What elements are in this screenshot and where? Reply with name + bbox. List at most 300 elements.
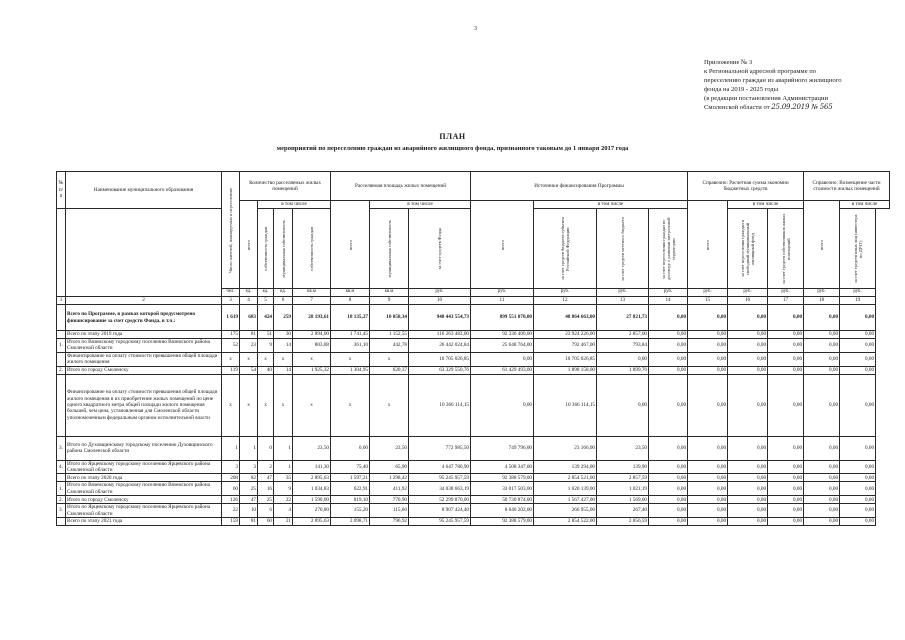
table-cell: 0,00 [768,482,804,496]
table-cell: 792 467,00 [534,339,597,353]
table-cell: 267,40 [597,504,649,518]
header-rooms-incl: в том числе [258,201,331,209]
table-cell: 65,90 [370,460,409,474]
table-cell: 1 152,55 [370,331,409,339]
table-cell: 1 298,42 [370,474,409,482]
table-cell: 10 366 114,15 [534,374,597,436]
table-cell: 10 366 114,15 [409,374,471,436]
table-cell: 0,00 [768,339,804,353]
table-cell: 26 442 024,84 [409,339,471,353]
table-cell: 0,00 [840,460,876,474]
table-cell: x [274,352,293,366]
table-cell: 25 [240,482,258,496]
table-cell: 2 857,00 [597,331,649,339]
unit-cell: ед. [240,289,258,297]
unit-cell: руб. [804,289,840,297]
table-cell: 0 [258,436,274,460]
table-cell: 0,00 [768,436,804,460]
row-number [57,352,66,366]
table-cell: 27 821,73 [597,305,649,331]
table-cell: 0,00 [768,518,804,526]
appendix-header [704,58,904,112]
table-cell: 0,00 [768,504,804,518]
unit-cell: ед. [258,289,274,297]
row-number: 2. [57,496,66,504]
table-cell: 0,00 [804,504,840,518]
row-number: 3. [57,504,66,518]
header-reimb-other-text: за счет средств иных лиц (инвестора по ДРЗТ) [852,214,863,283]
header-reimb-incl: в том числе [840,201,890,209]
header-region-budget [534,209,597,289]
header-region-budget-text: за счет средств бюджета субъекта Российской Федерации [560,217,571,280]
table-cell: 25 [258,496,274,504]
table-cell: 155,20 [331,504,370,518]
header-area-private-text: собственность граждан [309,226,314,271]
table-cell: 0,00 [840,504,876,518]
table-cell: 0,00 [688,460,728,474]
table-cell: 424 [258,305,274,331]
table-cell: 0,00 [768,331,804,339]
table-cell: 0,00 [728,518,768,526]
table-cell: 23 [240,339,258,353]
table-cell: 23,50 [293,436,331,460]
table-cell: 0,00 [840,374,876,436]
unit-cell: ед. [274,289,293,297]
table-cell: 0,00 [768,374,804,436]
row-name: Всего по этапу 2021 года [66,518,222,526]
table-row [57,504,890,518]
table-cell: 0,00 [840,474,876,482]
table-cell: 2 895,63 [293,474,331,482]
header-savings-other [728,209,768,289]
column-index-cell: 4 [240,297,258,305]
table-cell: 0,00 [804,460,840,474]
table-cell: 0,00 [331,436,370,460]
unit-cell: чел. [222,289,240,297]
unit-cell: руб. [409,289,471,297]
row-name: Итого по Вяземскому городскому поселению Вяземского района Смоленской области [66,339,222,353]
table-cell: 0,00 [688,482,728,496]
table-cell: 52 299 870,00 [409,496,471,504]
table-cell: 2 894,00 [293,331,331,339]
table-cell: x [370,374,409,436]
table-cell: 0,00 [688,374,728,436]
table-cell: 1 034,83 [293,482,331,496]
table-cell: 0,00 [768,460,804,474]
table-cell: 10 705 026,85 [409,352,471,366]
table-cell: 0,00 [804,331,840,339]
table-cell: x [240,352,258,366]
table-cell: 175 [222,331,240,339]
appendix-line: (в редакции постановления Администрации [704,95,828,102]
table-cell: 0,00 [471,352,534,366]
row-number [57,374,66,436]
table-cell: 1 925,32 [293,366,331,374]
table-cell: 1 [274,436,293,460]
appendix-line: к Региональной адресной программе по [704,68,817,75]
table-cell: 0,00 [768,496,804,504]
table-cell: 1 899,76 [597,366,649,374]
table-cell: 1 619 [222,305,240,331]
table-cell: 33 017 503,00 [471,482,534,496]
table-cell: 0,00 [804,436,840,460]
row-name: Всего по этапу 2019 года [66,331,222,339]
table-cell: 270,80 [293,504,331,518]
table-cell: 0,00 [840,339,876,353]
table-cell: 0,00 [597,374,649,436]
handwritten-date: 25.09.2019 № 565 [771,103,833,111]
row-number: 1. [57,339,66,353]
table-cell: 92 388 579,00 [471,474,534,482]
table-cell: 0,00 [768,366,804,374]
table-cell: 2 895,63 [293,518,331,526]
header-local-budget-text: за счет средств местного бюджета [620,216,626,281]
table-cell: 0,00 [649,339,688,353]
table-cell: 50 730 874,00 [471,496,534,504]
unit-cell: руб. [840,289,876,297]
table-cell: x [222,374,240,436]
plan-table-body [57,305,890,526]
header-savings-resettle-text: за счет переселения граждан по договору о развитии застроенной территории [660,217,676,280]
table-cell: 0,00 [688,352,728,366]
column-index-cell: 19 [840,297,876,305]
table-cell: 0,00 [728,436,768,460]
row-name: Всего по Программе, в рамках которой предусмотрено финансирование за счет средств Фонда, в т.ч.: [66,305,222,331]
table-cell: 116 263 483,00 [409,331,471,339]
table-cell: 23,50 [597,436,649,460]
header-residents-text: Число жителей, планируемых к переселению [228,187,233,273]
header-num-blank [57,209,66,297]
table-cell: 0,00 [728,339,768,353]
table-cell: 0,00 [597,352,649,366]
table-cell: 10 705 026,85 [534,352,597,366]
table-cell: 0,00 [840,436,876,460]
header-reimb-total-text: всего [819,239,825,250]
table-cell: 139 294,00 [534,460,597,474]
row-number: 1. [57,482,66,496]
table-cell: 683 [240,305,258,331]
table-cell: x [274,374,293,436]
table-cell: 0,00 [471,374,534,436]
column-index-row [57,297,890,305]
column-index-cell: 1 [57,297,66,305]
appendix-line [704,103,904,112]
table-cell: 948 443 554,73 [409,305,471,331]
header-savings-total-text: всего [705,239,711,250]
table-cell: 10 058,34 [370,305,409,331]
table-cell: 119 [222,366,240,374]
table-row [57,374,890,436]
table-cell: 0,00 [768,305,804,331]
table-cell: 81 [240,518,258,526]
row-name: Финансирование на оплату стоимости превышения общей площади жилого помещения [66,352,222,366]
table-cell: 0,00 [688,474,728,482]
table-cell: 0,00 [688,496,728,504]
header-area-municipal-text: муниципальная собственность [386,219,392,278]
table-cell: x [258,374,274,436]
unit-cell: руб. [534,289,597,297]
table-cell: 0,00 [728,496,768,504]
table-cell: 0,00 [728,374,768,436]
table-cell: 0,00 [688,339,728,353]
document-title: ПЛАН [439,132,466,141]
table-cell: 28 193,61 [293,305,331,331]
table-cell: 75,40 [331,460,370,474]
header-reimb-owner [768,209,804,289]
column-index-cell: 2 [66,297,222,305]
table-cell: 0,00 [840,352,876,366]
table-cell: 259 [274,305,293,331]
header-finance-total [471,201,534,289]
table-cell: 0,00 [804,366,840,374]
row-name: Итого по городу Смоленску [66,496,222,504]
header-area-total [331,201,370,289]
table-row [57,352,890,366]
row-name: Итого по Ярцевскому городскому поселению Ярцевского района Смоленской области [66,460,222,474]
header-area-private [293,209,331,289]
row-number [57,331,66,339]
table-cell: 8 640 202,00 [471,504,534,518]
table-cell: 23 924 226,00 [534,331,597,339]
table-cell: 0,00 [804,518,840,526]
table-cell: 0,00 [649,352,688,366]
table-cell: 442,78 [370,339,409,353]
table-cell: 23 166,00 [534,436,597,460]
header-fund [409,209,471,289]
header-rooms-total [240,201,258,289]
table-cell: 0,00 [728,352,768,366]
table-cell: 0,00 [840,518,876,526]
table-cell: 0,00 [840,496,876,504]
table-cell: 411,92 [370,482,409,496]
table-cell: 0,00 [649,366,688,374]
table-row [57,436,890,460]
table-cell: 0,00 [804,305,840,331]
table-cell: 0,00 [688,518,728,526]
column-index-cell: 17 [768,297,804,305]
table-cell: 4 [274,504,293,518]
table-cell: 3 [222,460,240,474]
table-row [57,460,890,474]
table-cell: 23,50 [370,436,409,460]
table-cell: 0,00 [804,352,840,366]
table-cell: 1 597,21 [331,474,370,482]
row-name: Итого по Вяземскому городскому поселению Вяземского района Смоленской области [66,482,222,496]
table-cell: 159 [222,518,240,526]
table-cell: 1 [274,460,293,474]
table-cell: x [370,352,409,366]
table-cell: 22 [274,496,293,504]
table-cell: 2 856,59 [597,518,649,526]
column-index-cell: 7 [293,297,331,305]
column-index-cell: 18 [804,297,840,305]
table-cell: 0,00 [840,305,876,331]
column-index-cell: 6 [274,297,293,305]
table-cell: 266 955,00 [534,504,597,518]
table-cell: 47 [240,496,258,504]
row-number: 2. [57,366,66,374]
table-cell: 115,60 [370,504,409,518]
row-number [57,305,66,331]
header-savings-incl: в том числе [728,201,804,209]
table-cell: 9 [274,482,293,496]
table-cell: 21 [274,518,293,526]
table-cell: 1 021,19 [597,482,649,496]
appendix-line: фонда на 2019 - 2025 годы [704,86,779,93]
table-row [57,474,890,482]
row-number: 3. [57,436,66,460]
table-cell: 2 [258,460,274,474]
header-local-budget [597,209,649,289]
table-cell: 1 590,00 [293,496,331,504]
column-index-cell: 11 [471,297,534,305]
table-cell: 60 [258,518,274,526]
document-subtitle: мероприятий по переселению граждан из аварийного жилищного фонда, признанного таковым до 1 января 2017 года [276,145,629,152]
appendix-line-prefix: Смоленской области от [704,104,770,111]
table-cell: 0,00 [840,482,876,496]
table-cell: 0,00 [804,474,840,482]
header-reimb-other [840,209,876,289]
row-name: Итого по городу Смоленску [66,366,222,374]
table-cell: 819,10 [331,496,370,504]
header-name-blank [66,209,222,297]
table-cell: 63 329 550,76 [409,366,471,374]
table-row [57,331,890,339]
table-cell: 0,00 [688,436,728,460]
table-cell: 14 [274,366,293,374]
table-cell: 1 304,95 [331,366,370,374]
column-index-cell: 14 [649,297,688,305]
table-cell: 0,00 [688,305,728,331]
column-index-cell: 8 [331,297,370,305]
table-cell: 60 [222,482,240,496]
table-cell: 0,00 [649,474,688,482]
table-cell: 2 857,59 [597,474,649,482]
table-cell: 3 [240,460,258,474]
column-index-cell: 16 [728,297,768,305]
table-cell: x [331,352,370,366]
table-cell: 61 429 493,00 [471,366,534,374]
table-cell: 0,00 [728,504,768,518]
unit-cell: руб. [728,289,768,297]
unit-cell: руб. [688,289,728,297]
table-cell: 30 [274,331,293,339]
table-cell: 0,00 [649,482,688,496]
header-area-municipal [370,209,409,289]
table-cell: 22 [222,504,240,518]
table-cell: 54 [240,366,258,374]
header-savings-other-text: за счет переселения граждан в свободный муниципальный жилищный фонд [740,220,756,277]
row-number [57,474,66,482]
table-cell: 796,92 [370,518,409,526]
header-rooms-municipal-text: муниципальная собственность [280,219,286,278]
table-cell: 0,00 [840,331,876,339]
table-row [57,482,890,496]
table-cell: 899 551 070,00 [471,305,534,331]
table-cell: 0,00 [649,460,688,474]
table-cell: 34 038 663,19 [409,482,471,496]
header-rooms-private-text: собственность граждан [263,226,268,271]
table-cell: x [222,352,240,366]
table-cell: 770,90 [370,496,409,504]
header-area-incl: в том числе [370,201,471,209]
table-cell: 126 [222,496,240,504]
table-cell: 18 135,27 [331,305,370,331]
table-cell: 4 647 780,90 [409,460,471,474]
header-area-total-text: всего [347,239,353,250]
header-area-group: Расселяемая площадь жилых помещений [331,172,471,201]
table-cell: 8 907 424,40 [409,504,471,518]
table-cell: x [258,352,274,366]
table-cell: 1 020 139,00 [534,482,597,496]
table-cell: 361,10 [331,339,370,353]
table-row [57,339,890,353]
row-name: Финансирование на оплату стоимости превышения общей площади жилого помещения в их приобретение жилых помещений по цене одного квадратного метра общей площади жилого помещения большей, чем цена, установленная для Смоленской области уполномоченным федеральным органом исполнительной власти [66,374,222,436]
table-cell: x [293,374,331,436]
row-number [57,518,66,526]
table-cell: 803,88 [293,339,331,353]
table-cell: 0,00 [768,474,804,482]
row-number: 4. [57,460,66,474]
table-row [57,518,890,526]
table-cell: 0,00 [649,504,688,518]
table-cell: 0,00 [649,436,688,460]
table-cell: 622,91 [331,482,370,496]
table-cell: 793,84 [597,339,649,353]
column-index-cell: 9 [370,297,409,305]
column-index-cell: 13 [597,297,649,305]
table-cell: x [331,374,370,436]
table-cell: 0,00 [804,482,840,496]
header-residents [222,172,240,289]
table-cell: 139,90 [597,460,649,474]
table-cell: x [240,374,258,436]
table-cell: 1 898 158,00 [534,366,597,374]
table-cell: 2 854 521,00 [534,474,597,482]
table-cell: 0,00 [804,496,840,504]
table-cell: 4 508 347,00 [471,460,534,474]
table-cell: 52 [222,339,240,353]
table-cell: 92 388 579,00 [471,518,534,526]
row-name: Итого по Духовщинскому городскому поселению Духовщинского района Смоленской области [66,436,222,460]
table-cell: 40 [258,366,274,374]
table-cell: 0,00 [649,518,688,526]
unit-cell: кв.м [370,289,409,297]
table-cell: 772 985,50 [409,436,471,460]
header-finance-incl: в том числе [534,201,688,209]
table-cell: 6 [258,504,274,518]
table-cell: 0,00 [768,352,804,366]
table-cell: 1 569,00 [597,496,649,504]
appendix-line: Приложение № 3 [704,59,753,66]
unit-cell: руб. [471,289,534,297]
unit-cell: руб. [597,289,649,297]
header-reimb-total [804,201,840,289]
column-index-cell: 3 [222,297,240,305]
header-finance-group: Источники финансирования Программы [471,172,688,201]
header-rooms-group: Количество расселяемых жилых помещений [240,172,331,201]
table-cell: 47 [258,474,274,482]
table-cell: 95 245 957,59 [409,474,471,482]
table-cell: 0,00 [728,482,768,496]
column-index-cell: 10 [409,297,471,305]
header-rooms-private [258,209,274,289]
table-cell: 0,00 [728,331,768,339]
table-cell: 1 567 427,00 [534,496,597,504]
header-name: Наименование муниципального образования [66,172,222,209]
unit-cell: кв.м [293,289,331,297]
header-finance-total-text: всего [499,239,505,250]
